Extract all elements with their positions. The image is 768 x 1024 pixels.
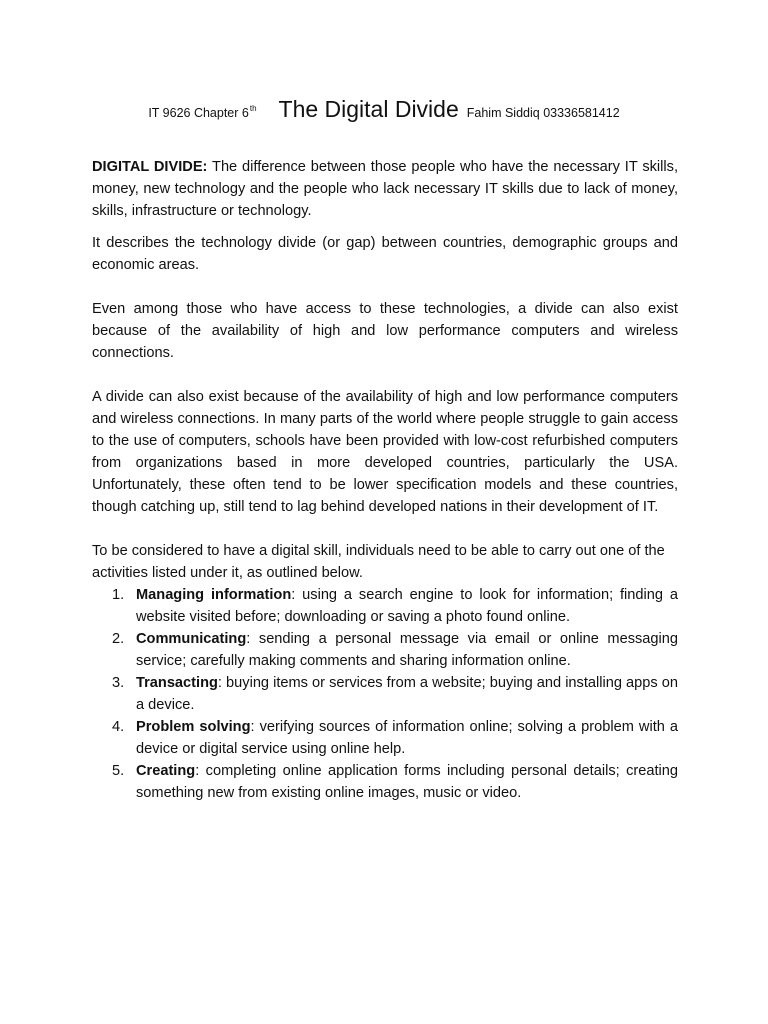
list-item <box>92 628 678 672</box>
list-number: 5. <box>112 763 125 779</box>
skill-term: Problem solving <box>136 719 251 735</box>
document-body <box>92 156 678 804</box>
definition-term: DIGITAL DIVIDE: <box>92 159 208 175</box>
list-number: 3. <box>112 675 125 691</box>
paragraph: A divide can also exist because of the availability of high and low performance computers and wireless connections. In many parts of the world where people struggle to gain access to the use of computers, schools have been provided with low-cost refurbished computers from organizations based in more developed countries, particularly the USA. Unfortunately, these often tend to be lower specification models and these countries, though catching up, still tend to lag behind developed nations in their development of IT. <box>92 389 678 515</box>
list-item <box>92 584 678 628</box>
list-item <box>92 716 678 760</box>
paragraph: It describes the technology divide (or gap) between countries, demographic groups and economic areas. <box>92 235 678 273</box>
skill-text: : completing online application forms including personal details; creating something new from existing online images, music or video. <box>136 763 678 801</box>
definition-paragraph <box>92 156 678 222</box>
skills-list <box>92 584 678 804</box>
skill-term: Transacting <box>136 675 218 691</box>
skill-text: : using a search engine to look for information; finding a website visited before; downloading or saving a photo found online. <box>136 587 678 625</box>
skill-text: : verifying sources of information online; solving a problem with a device or digital service using online help. <box>136 719 679 757</box>
document-header <box>0 96 768 123</box>
list-number: 2. <box>112 631 125 647</box>
author-label: Fahim Siddiq 03336581412 <box>466 106 620 120</box>
skill-term: Managing information <box>136 587 292 603</box>
list-number: 4. <box>112 719 125 735</box>
skill-term: Communicating <box>136 631 247 647</box>
course-text: IT 9626 Chapter 6 <box>148 106 249 120</box>
skill-term: Creating <box>136 763 196 779</box>
definition-text: The difference between those people who have the necessary IT skills, money, new technology and the people who lack necessary IT skills due to lack of money, skills, infrastructure or technology. <box>92 159 679 219</box>
list-number: 1. <box>112 587 125 603</box>
page-title: The Digital Divide <box>278 96 459 122</box>
skill-text: : sending a personal message via email or online messaging service; carefully making comments and sharing information online. <box>136 631 678 669</box>
paragraph: Even among those who have access to these technologies, a divide can also exist because of the availability of high and low performance computers and wireless connections. <box>92 301 678 361</box>
skill-text: : buying items or services from a website; buying and installing apps on a device. <box>136 675 678 713</box>
list-item <box>92 672 678 716</box>
course-label <box>148 104 256 120</box>
list-item <box>92 760 678 804</box>
skills-intro: To be considered to have a digital skill, individuals need to be able to carry out one of the activities listed under it, as outlined below. <box>92 543 665 581</box>
course-superscript: th <box>249 104 257 113</box>
